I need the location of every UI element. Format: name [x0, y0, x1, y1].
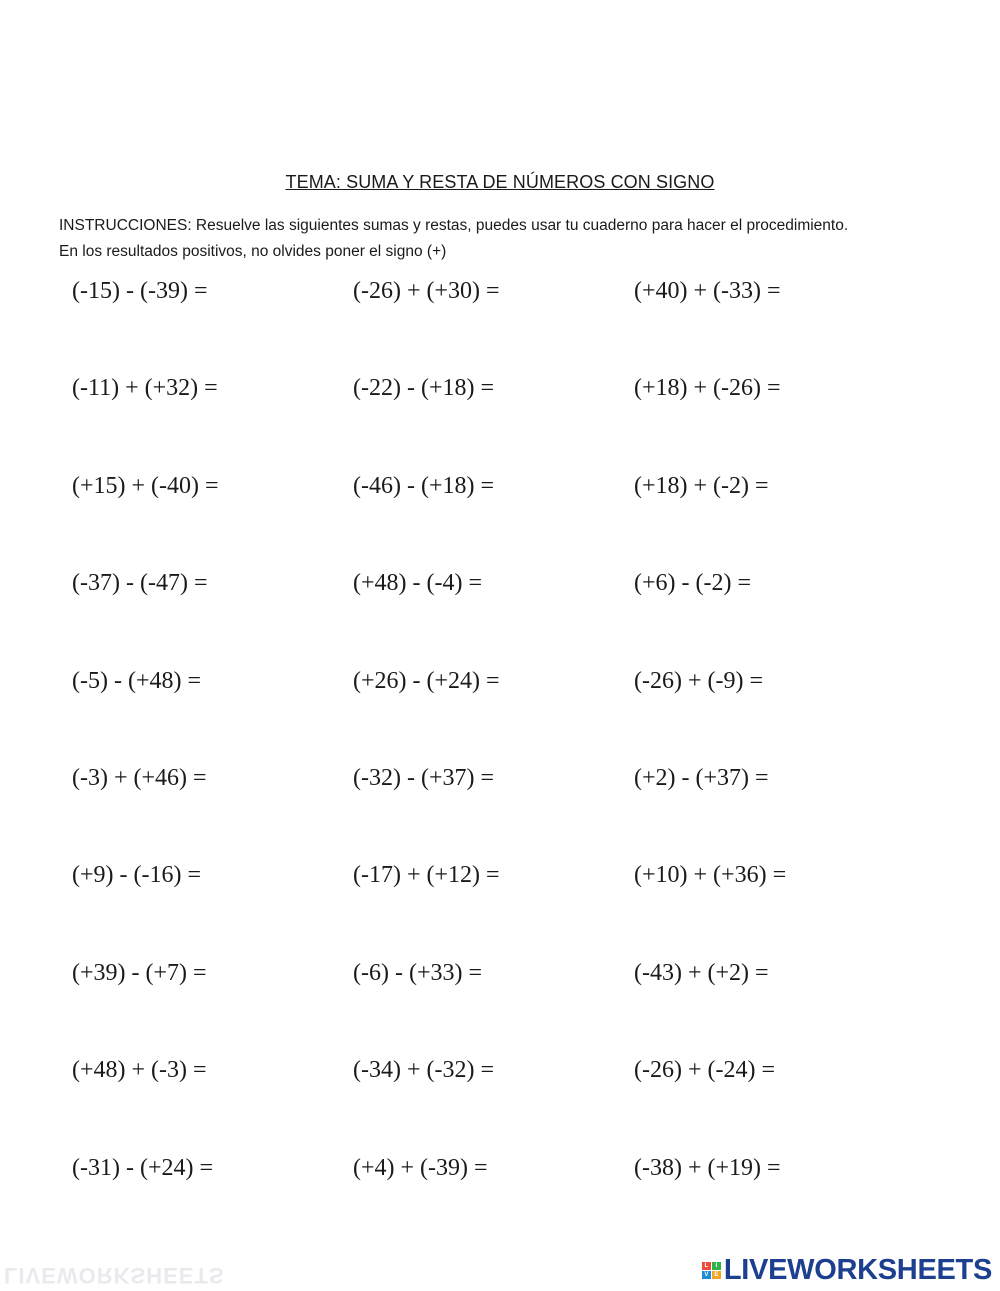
exercise-item[interactable]: (-5) - (+48) = — [72, 667, 202, 694]
exercise-row — [72, 274, 972, 371]
exercise-item[interactable]: (-31) - (+24) = — [72, 1154, 214, 1181]
exercise-row — [72, 956, 972, 1053]
exercise-item[interactable]: (-37) - (-47) = — [72, 570, 208, 597]
exercise-item[interactable]: (-26) + (+30) = — [353, 278, 500, 304]
exercise-item[interactable]: (+9) - (-16) = — [72, 862, 202, 889]
exercise-row — [72, 664, 972, 761]
exercise-item[interactable]: (-3) + (+46) = — [72, 764, 207, 791]
exercise-grid — [72, 274, 972, 1248]
logo-block: V — [702, 1271, 711, 1279]
exercise-item[interactable]: (+39) - (+7) = — [72, 959, 207, 986]
exercise-row — [72, 371, 972, 468]
exercise-item[interactable]: (-26) + (-9) = — [634, 667, 764, 694]
instructions — [59, 213, 959, 265]
exercise-item[interactable]: (-17) + (+12) = — [353, 862, 500, 889]
exercise-row — [72, 761, 972, 858]
exercise-item[interactable]: (+26) - (+24) = — [353, 667, 500, 694]
exercise-item[interactable]: (+40) + (-33) = — [634, 278, 781, 304]
exercise-item[interactable]: (+15) + (-40) = — [72, 472, 219, 499]
instructions-line-1: INSTRUCCIONES: Resuelve las siguientes sumas y restas, puedes usar tu cuaderno para hacer el procedimiento. — [59, 217, 849, 234]
exercise-row — [72, 1053, 972, 1150]
exercise-row — [72, 858, 972, 955]
worksheet-title: TEMA: SUMA Y RESTA DE NÚMEROS CON SIGNO — [285, 172, 715, 192]
liveworksheets-logo — [702, 1254, 992, 1287]
exercise-item[interactable]: (+10) + (+36) = — [634, 862, 787, 889]
exercise-row — [72, 566, 972, 663]
exercise-item[interactable]: (-46) - (+18) = — [353, 472, 495, 499]
watermark-reflection: LIVEWORKSHEETS — [4, 1263, 225, 1288]
exercise-item[interactable]: (-32) - (+37) = — [353, 764, 495, 791]
exercise-item[interactable]: (+48) - (-4) = — [353, 570, 483, 597]
exercise-item[interactable]: (+48) + (-3) = — [72, 1057, 207, 1084]
exercise-item[interactable]: (+18) + (-26) = — [634, 375, 781, 402]
exercise-row — [72, 469, 972, 566]
logo-block: L — [702, 1262, 711, 1270]
exercise-item[interactable]: (-38) + (+19) = — [634, 1154, 781, 1181]
logo-block: E — [712, 1271, 721, 1279]
exercise-item[interactable]: (+6) - (-2) = — [634, 570, 752, 597]
exercise-item[interactable]: (+2) - (+37) = — [634, 764, 769, 791]
exercise-item[interactable]: (-6) - (+33) = — [353, 959, 483, 986]
instructions-line-2: En los resultados positivos, no olvides poner el signo (+) — [59, 243, 447, 260]
exercise-item[interactable]: (-11) + (+32) = — [72, 375, 218, 402]
logo-text: LIVEWORKSHEETS — [723, 1254, 992, 1286]
exercise-item[interactable]: (+4) + (-39) = — [353, 1154, 488, 1181]
logo-block: I — [712, 1262, 721, 1270]
exercise-item[interactable]: (-43) + (+2) = — [634, 959, 769, 986]
exercise-item[interactable]: (-26) + (-24) = — [634, 1057, 776, 1084]
logo-blocks-icon — [702, 1262, 721, 1279]
exercise-item[interactable]: (-15) - (-39) = — [72, 278, 208, 304]
exercise-item[interactable]: (-34) + (-32) = — [353, 1057, 495, 1084]
exercise-row — [72, 1151, 972, 1248]
exercise-item[interactable]: (-22) - (+18) = — [353, 375, 495, 402]
exercise-item[interactable]: (+18) + (-2) = — [634, 472, 769, 499]
